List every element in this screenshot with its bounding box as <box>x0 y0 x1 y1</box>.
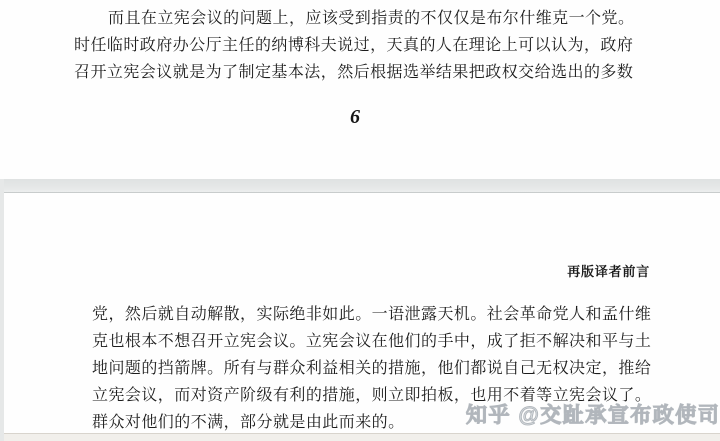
paragraph-line: 时任临时政府办公厅主任的纳博科夫说过，天真的人在理论上可以认为，政府 <box>74 37 634 54</box>
page-left-edge <box>0 179 4 441</box>
paragraph-line: 而且在立宪会议的问题上，应该受到指责的不仅仅是布尔什维克一个党。 <box>108 10 635 27</box>
paragraph-line: 地问题的挡箭牌。所有与群众利益相关的措施，他们都说自己无权决定，推给 <box>92 360 652 377</box>
page-bottom-edge <box>0 433 720 441</box>
paragraph-line: 群众对他们的不满，部分就是由此而来的。 <box>92 414 405 431</box>
paragraph-line: 克也根本不想召开立宪会议。立宪会议在他们的手中，成了拒不解决和平与土 <box>92 333 652 350</box>
page-number: 6 <box>350 106 360 128</box>
paragraph-line: 立宪会议，而对资产阶级有利的措施，则立即拍板，也用不着等立宪会议了。 <box>92 387 652 404</box>
running-header: 再版译者前言 <box>567 264 650 279</box>
paragraph-line: 党，然后就自动解散，实际绝非如此。一语泄露天机。社会革命党人和孟什维 <box>92 306 652 323</box>
page-gap-divider <box>0 179 720 193</box>
zhihu-watermark: 知乎 @交趾承宣布政使司 <box>466 404 720 427</box>
paragraph-line: 召开立宪会议就是为了制定基本法，然后根据选举结果把政权交给选出的多数 <box>74 64 634 81</box>
top-page-paragraph <box>74 5 636 86</box>
